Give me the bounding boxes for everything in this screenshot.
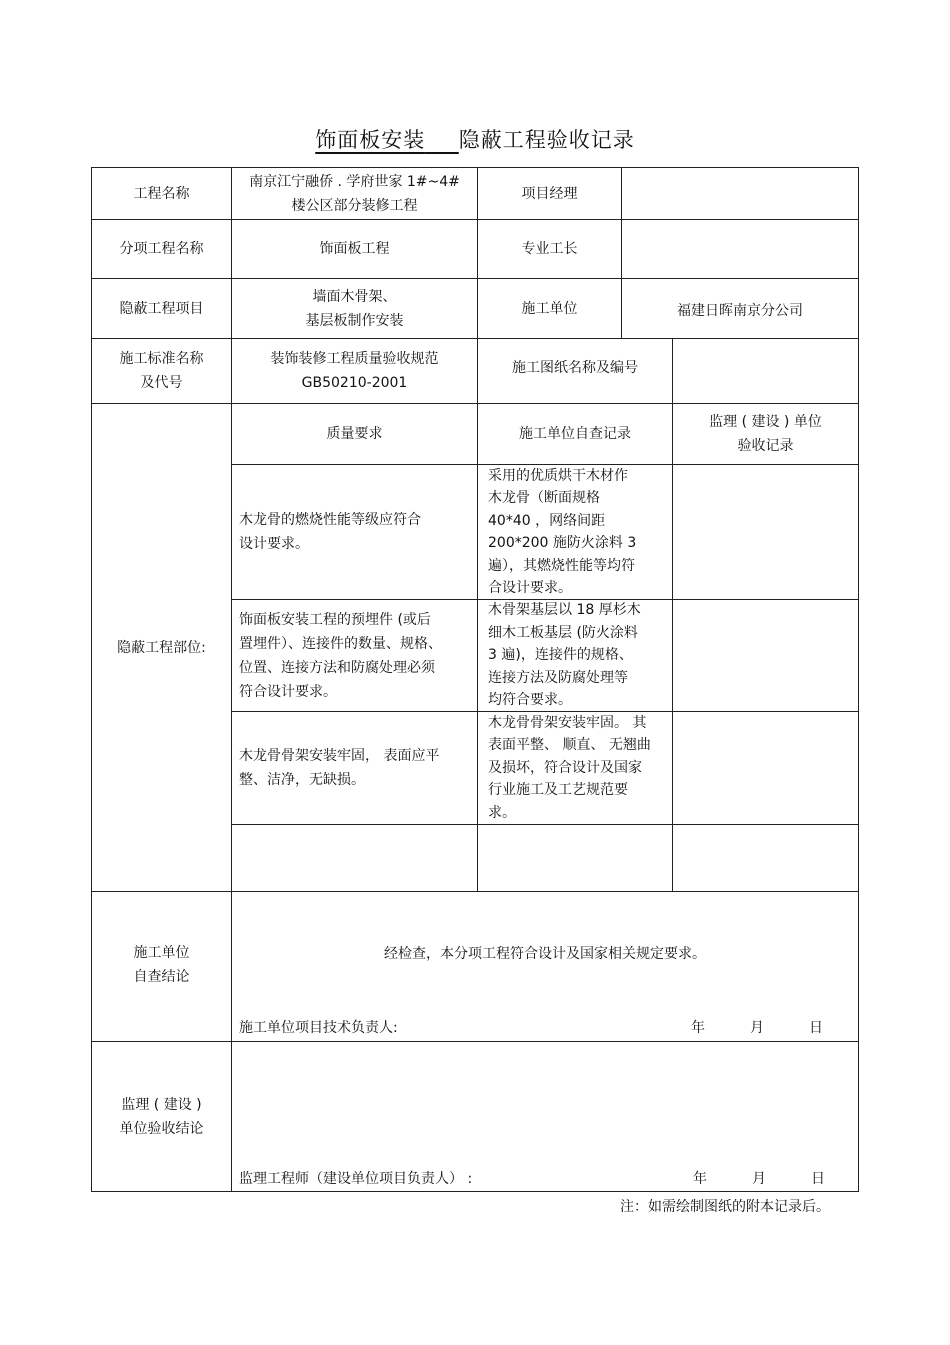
grid-line	[91, 891, 859, 892]
supervision-conclusion-text	[232, 1090, 858, 1118]
project-name-value: 南京江宁融侨 . 学府世家 1#~4# 楼公区部分装修工程	[249, 173, 460, 214]
document-title	[0, 124, 950, 154]
self-conclusion-text: 经检查，本分项工程符合设计及国家相关规定要求。	[384, 946, 706, 962]
inspection-section-label: 隐蔽工程部位:	[117, 639, 206, 656]
title-underline-gap	[425, 128, 459, 152]
item-supervision	[673, 825, 858, 891]
item-self-check: 采用的优质烘干木材作 木龙骨（断面规格 40*40 ，网络间距 200*200 施防火涂料 3 遍），其燃烧性能等均符 合设计要求。	[488, 467, 637, 596]
title-part-main: 隐蔽工程验收记录	[458, 128, 635, 152]
header-quality-requirement: 质量要求	[326, 426, 383, 442]
item-supervision	[673, 465, 858, 599]
item-requirement: 饰面板安装工程的预埋件 (或后 置埋件）、连接件的数量、规格、 位置、连接方法和防腐处理必须 符合设计要求。	[239, 611, 442, 700]
item-requirement: 木龙骨的燃烧性能等级应符合 设计要求。	[239, 512, 421, 552]
item-self-check: 木龙骨骨架安装牢固。 其 表面平整、 顺直、 无翘曲 及损坏，符合设计及国家 行业施工及工艺规范要 求。	[488, 714, 651, 821]
contractor-label: 施工单位	[521, 300, 578, 317]
supervision-conclusion-month: 月	[752, 1171, 766, 1187]
item-self-check	[478, 825, 672, 891]
hidden-item-value: 墙面木骨架、 基层板制作安装	[305, 288, 404, 329]
item-supervision	[673, 600, 858, 711]
supervision-conclusion-label: 监理 ( 建设 ) 单位验收结论	[119, 1097, 204, 1137]
title-part-underlined: 饰面板安装	[315, 128, 426, 152]
self-conclusion-month: 月	[750, 1020, 764, 1036]
project-name-label: 工程名称	[133, 185, 190, 202]
item-self-check: 木骨架基层以 18 厚杉木 细木工板基层 (防火涂料 3 遍)，连接件的规格、 连接方法及防腐处理等 均符合要求。	[488, 602, 641, 709]
standard-value: 装饰装修工程质量验收规范 GB50210-2001	[270, 351, 439, 391]
grid-line	[858, 167, 859, 1192]
header-self-check: 施工单位自查记录	[519, 426, 631, 442]
drawing-value	[673, 339, 858, 403]
sub-project-value: 饰面板工程	[319, 241, 390, 257]
standard-label: 施工标准名称 及代号	[119, 351, 204, 391]
supervision-conclusion-signer: 监理工程师（建设单位项目负责人） :	[239, 1171, 473, 1187]
self-conclusion-year: 年	[691, 1020, 705, 1036]
foreman-value	[622, 220, 858, 278]
footnote: 注：如需绘制图纸的附本记录后。	[620, 1199, 830, 1215]
sub-project-label: 分项工程名称	[119, 241, 204, 257]
supervision-conclusion-year: 年	[693, 1171, 707, 1187]
foreman-label: 专业工长	[521, 241, 578, 257]
contractor-value: 福建日晖南京分公司	[677, 302, 803, 319]
project-manager-label: 项目经理	[521, 185, 578, 202]
hidden-item-label: 隐蔽工程项目	[119, 300, 204, 317]
self-conclusion-label: 施工单位 自查结论	[133, 945, 190, 985]
header-supervision-record: 监理 ( 建设 ) 单位 验收记录	[709, 414, 822, 454]
project-manager-value	[622, 168, 858, 219]
self-conclusion-signer: 施工单位项目技术负责人:	[239, 1020, 398, 1036]
supervision-conclusion-day: 日	[811, 1171, 825, 1187]
self-conclusion-day: 日	[809, 1020, 823, 1036]
drawing-label: 施工图纸名称及编号	[512, 360, 638, 376]
item-supervision	[673, 712, 858, 824]
item-requirement: 木龙骨骨架安装牢固， 表面应平 整、洁净，无缺损。	[239, 748, 440, 788]
grid-line	[91, 1191, 859, 1192]
item-requirement	[232, 825, 477, 891]
grid-line	[91, 1041, 859, 1042]
